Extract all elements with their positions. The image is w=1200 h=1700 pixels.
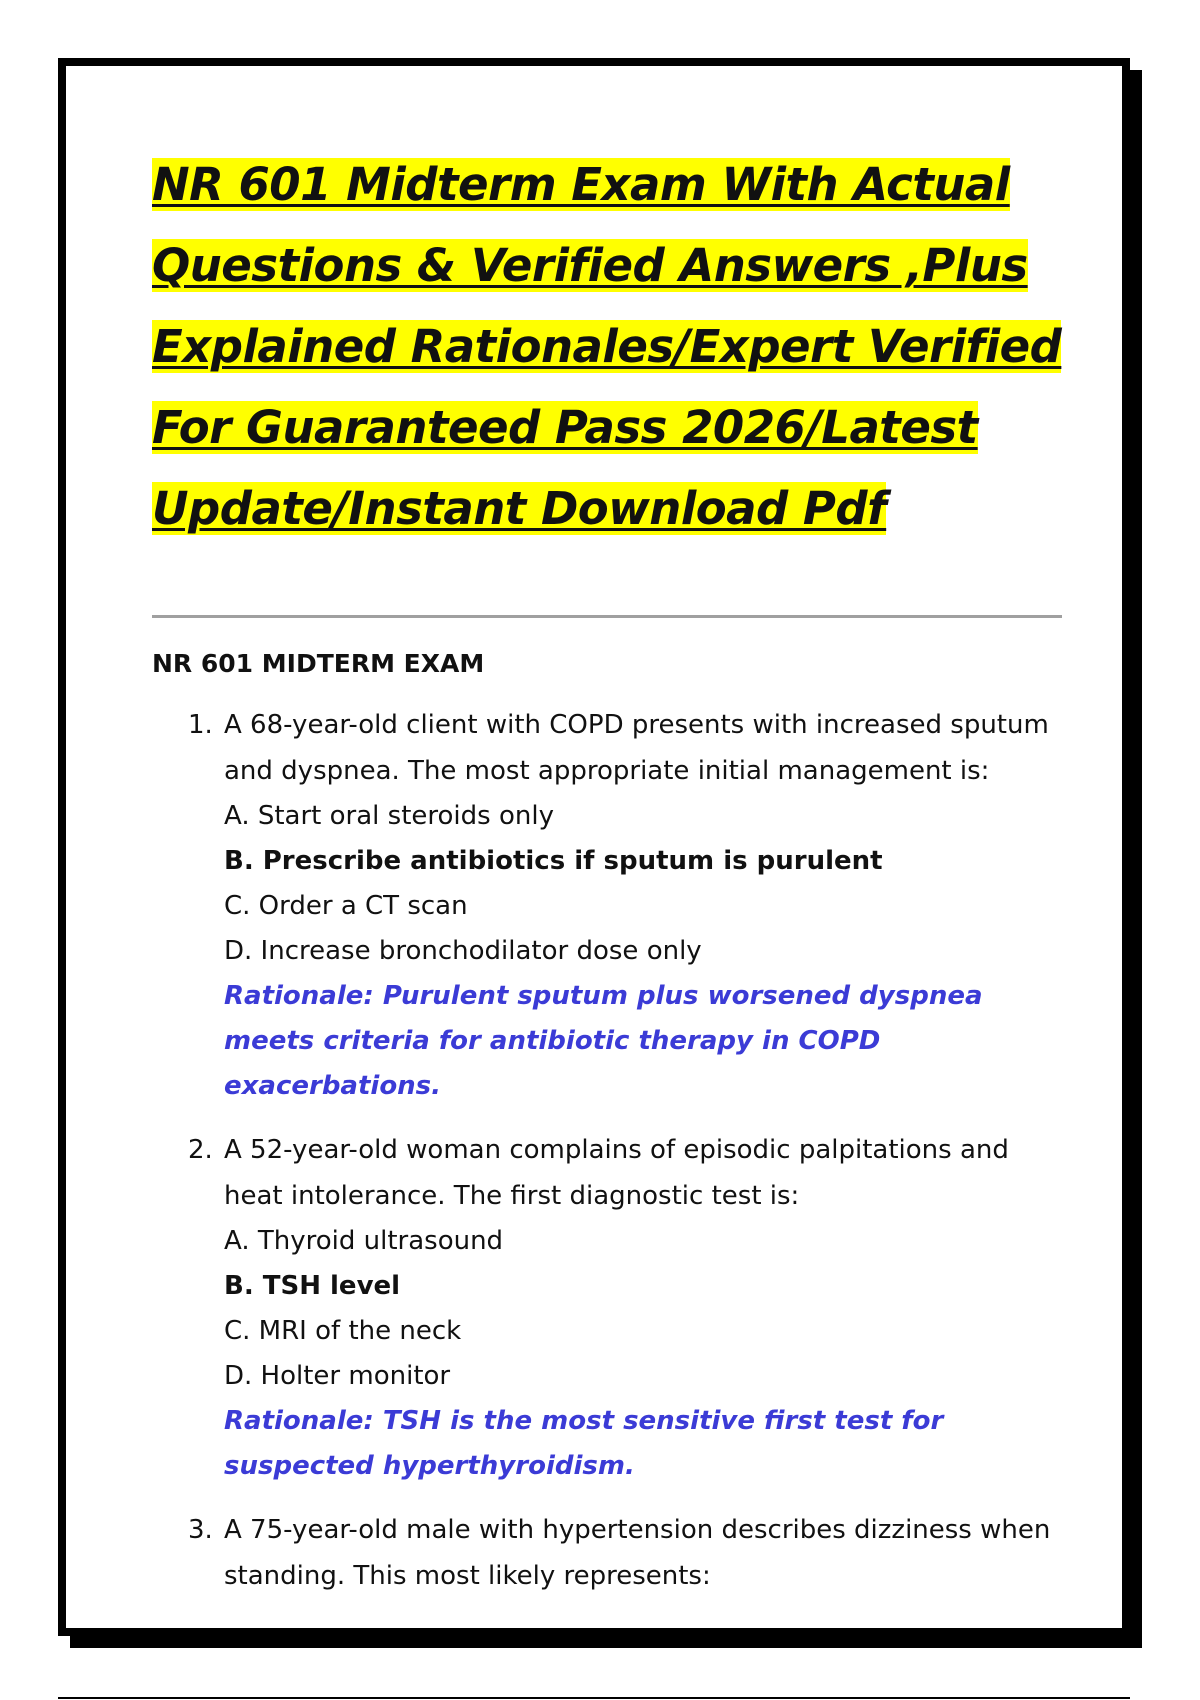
title-line: NR 601 Midterm Exam With Actual (152, 158, 1010, 211)
answer-option-c: C. MRI of the neck (224, 1316, 462, 1346)
question-3 (152, 1507, 1062, 1599)
horizontal-divider (152, 615, 1062, 618)
rationale: Rationale: Purulent sputum plus worsened dyspnea meets criteria for antibiotic therapy in COPD exacerbations. (224, 981, 983, 1101)
question-1 (152, 702, 1062, 1109)
question-number: 3. (188, 1515, 213, 1545)
question-list (152, 702, 1062, 1599)
answer-option-a: A. Thyroid ultrasound (224, 1226, 504, 1256)
title-line: Explained Rationales/Expert Verified (152, 320, 1062, 373)
answer-option-a: A. Start oral steroids only (224, 801, 554, 831)
question-number: 2. (188, 1135, 213, 1165)
question-text: A 68-year-old client with COPD presents with increased sputum and dyspnea. The most appropriate initial management is: (224, 710, 1049, 786)
page-frame (58, 58, 1130, 1636)
question-text: A 52-year-old woman complains of episodic palpitations and heat intolerance. The first diagnostic test is: (224, 1135, 1009, 1211)
page-bottom-rule (58, 1697, 1130, 1699)
answer-option-c: C. Order a CT scan (224, 891, 468, 921)
question-text: A 75-year-old male with hypertension describes dizziness when standing. This most likely represents: (224, 1515, 1051, 1591)
title-line: Update/Instant Download Pdf (152, 482, 887, 535)
title-line: For Guaranteed Pass 2026/Latest (152, 401, 978, 454)
title-line: Questions & Verified Answers ,Plus (152, 239, 1028, 292)
correct-answer-option: B. TSH level (224, 1271, 401, 1301)
rationale: Rationale: TSH is the most sensitive first test for suspected hyperthyroidism. (224, 1406, 944, 1481)
answer-option-d: D. Increase bronchodilator dose only (224, 936, 702, 966)
question-2 (152, 1127, 1062, 1489)
answer-option-d: D. Holter monitor (224, 1361, 451, 1391)
document-content (152, 144, 1062, 1617)
question-number: 1. (188, 710, 213, 740)
section-heading: NR 601 MIDTERM EXAM (152, 649, 485, 678)
correct-answer-option: B. Prescribe antibiotics if sputum is purulent (224, 846, 883, 876)
document-title (152, 144, 1062, 549)
